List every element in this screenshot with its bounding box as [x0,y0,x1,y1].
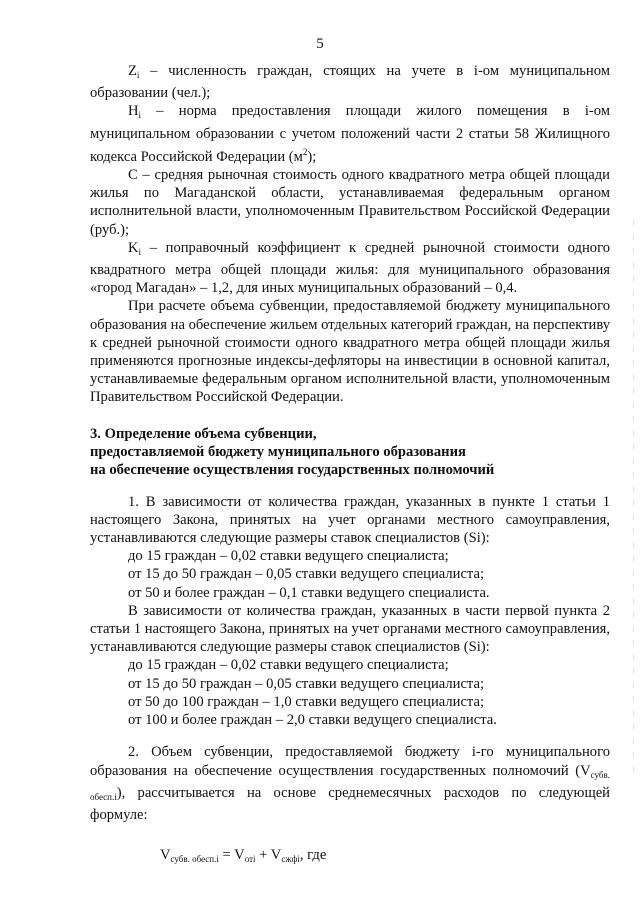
symbol-z-subscript: i [136,70,140,80]
formula-plus: + [255,847,271,864]
section-title-line-2: предоставляемой бюджету муниципального образования [90,443,466,460]
item-2-subscript: субв. обесп.i [90,769,610,802]
page-number: 5 [316,36,324,52]
symbol-k-subscript: i [138,246,142,257]
definition-h [90,102,610,166]
rate-line: от 100 и более граждан – 2,0 ставки ведущего специалиста. [128,712,497,729]
definition-k-text: – поправочный коэффициент к средней рыночной стоимости одного квадратного метра общей площади жилья: для муниципального образования «город Магадан» – 1,2, для иных муниципальных образований – 0,4. [90,239,610,297]
definition-h-tail: ); [307,148,317,165]
formula-v2-subscript: отi [244,854,256,865]
symbol-h-subscript: i [138,110,142,121]
rate-line: до 15 граждан – 0,02 ставки ведущего специалиста; [128,657,449,674]
formula-equals: = [218,847,235,864]
rate-line: до 15 граждан – 0,02 ставки ведущего специалиста; [128,548,449,565]
formula [90,846,610,868]
definition-z [90,62,610,102]
unit-superscript: 2 [302,146,308,157]
rate-line: от 50 и более граждан – 0,1 ставки ведущего специалиста. [128,584,490,601]
definition-k [90,239,610,298]
item-2-text: 2. Объем субвенции, предоставляемой бюджету i-го муниципального образования на обеспечение осуществления государственных полномочий (V [90,744,610,779]
formula-v2: V [234,847,245,864]
rate-line: от 15 до 50 граждан – 0,05 ставки ведущего специалиста; [128,675,485,692]
item-1-intro-b: В зависимости от количества граждан, указанных в части первой пункта 2 статьи 1 настоящего Закона, принятых на учет органами местного самоуправления, устанавливаются следующие размеры ставок специалистов (Si): [90,602,610,656]
definition-h-text: – норма предоставления площади жилого помещения в i-ом муниципальном образовании с учетом положений части 2 статьи 58 Жилищного кодекса Российской Федерации (м [90,103,610,165]
definition-z-text: – численность граждан, стоящих на учете в i-ом муниципальном образовании (чел.); [90,63,610,102]
symbol-z: Z [128,63,137,79]
item-1-intro: 1. В зависимости от количества граждан, указанных в пункте 1 статьи 1 настоящего Закона, принятых на учет органами местного самоуправления, устанавливаются следующие размеры ставок специалистов (Si): [90,493,610,547]
formula-v1-subscript: субв. обесп.i [170,854,219,865]
definition-c: C – средняя рыночная стоимость одного квадратного метра общей площади жилья по Магаданской области, устанавливаемая федеральным органом исполнительной власти, уполномоченным Правительством Российской Федерации (руб.); [90,167,610,238]
scan-edge-artifact [633,220,634,780]
section-title-line-3: на обеспечение осуществления государственных полномочий [90,461,495,478]
symbol-h: H [128,103,139,120]
formula-v3-subscript: сжфi [281,854,300,865]
spacer [90,729,610,743]
item-2-tail: ), рассчитывается на основе среднемесячных расходов по следующей формуле: [90,784,610,823]
section-title [90,425,610,479]
document-body [90,62,610,868]
item-2 [90,743,610,824]
rate-line: от 15 до 50 граждан – 0,05 ставки ведущего специалиста; [128,566,485,583]
paragraph-forecast: При расчете объема субвенции, предоставляемой бюджету муниципального образования на обеспечение жильем отдельных категорий граждан, на перспективу к средней рыночной стоимости одного квадратного метра общей площади жилья применяются прогнозные индексы-дефляторы на инвестиции в основной капитал, устанавливаемые федеральным органом исполнительной власти, уполномоченным Правительством Российской Федерации. [90,298,611,406]
formula-v3: V [270,847,282,864]
rate-line: от 50 до 100 граждан – 1,0 ставки ведущего специалиста; [128,693,485,710]
section-title-line-1: 3. Определение объема субвенции, [90,425,317,442]
formula-v1: V [160,847,171,864]
formula-tail: , где [299,847,327,864]
symbol-k: K [128,239,139,256]
